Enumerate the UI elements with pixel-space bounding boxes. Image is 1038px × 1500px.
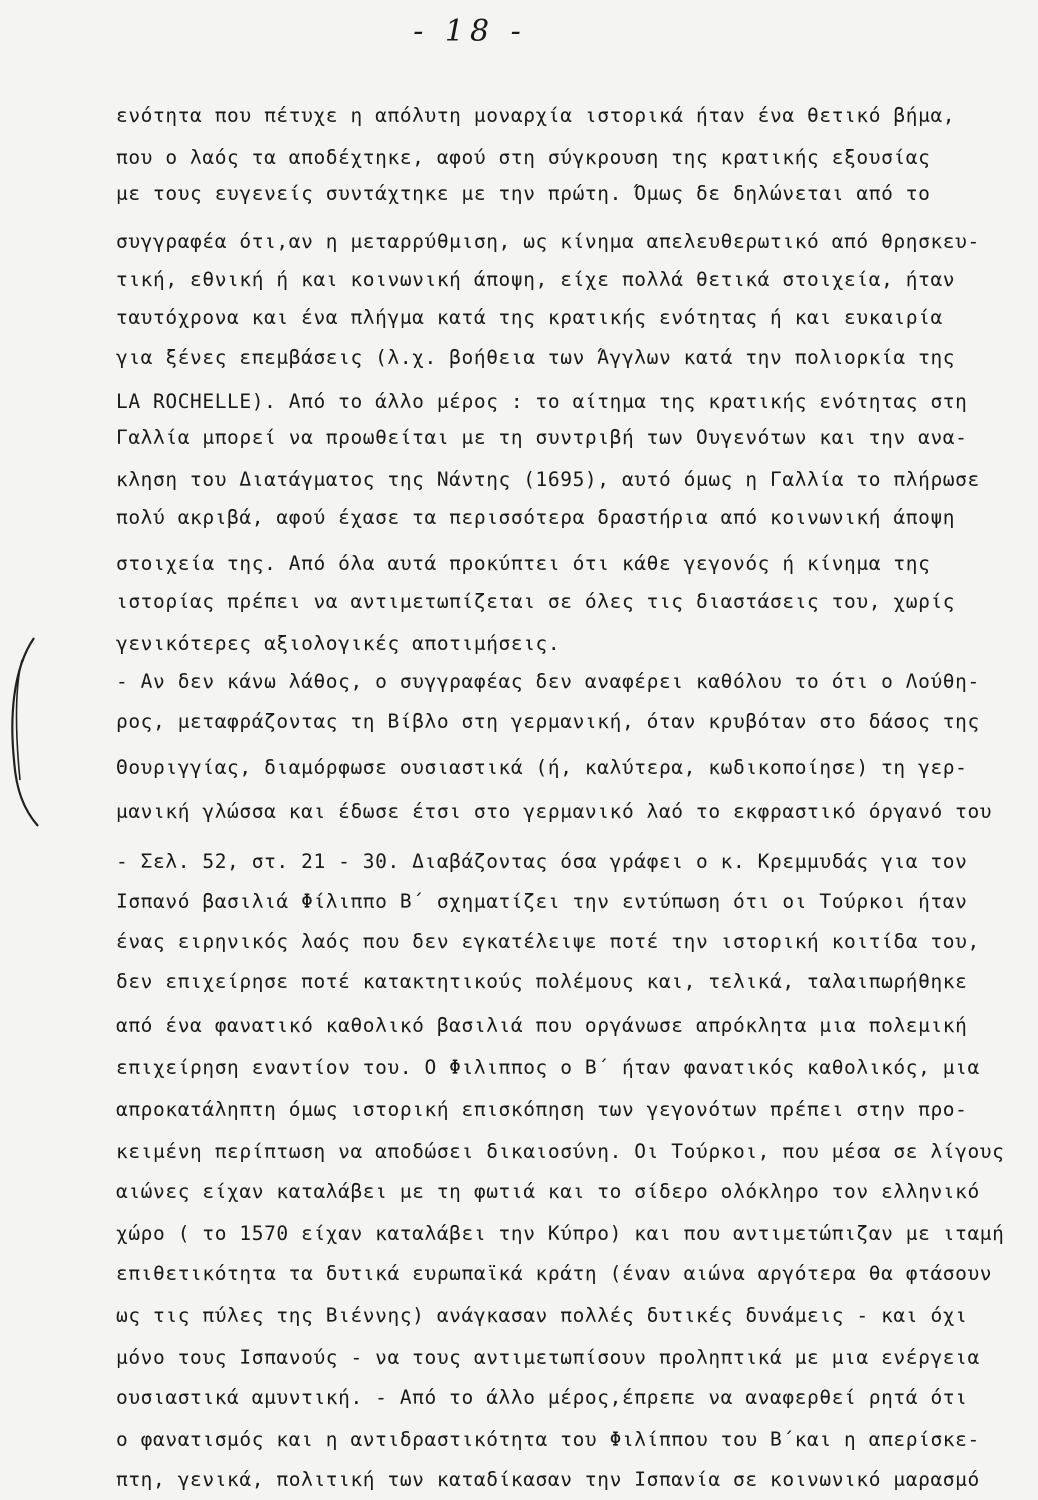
text-line: επιθετικότητα τα δυτικά ευρωπαϊκά κράτη (έναν αιώνα αργότερα θα φτάσουν	[116, 1262, 993, 1285]
text-line: πτη, γενικά, πολιτική των καταδίκασαν την Ισπανία σε κοινωνικό μαρασμό	[116, 1468, 980, 1491]
text-line: LA ROCHELLE). Από το άλλο μέρος : το αίτημα της κρατικής ενότητας στη	[116, 390, 968, 413]
text-line: μανική γλώσσα και έδωσε έτσι στο γερμανικό λαό το εκφραστικό όργανό του	[116, 800, 993, 823]
text-line: ιστορίας πρέπει να αντιμετωπίζεται σε όλες τις διαστάσεις του, χωρίς	[116, 590, 956, 613]
text-line: μόνο τους Ισπανούς - να τους αντιμετωπίσουν προληπτικά με μια ενέργεια	[116, 1346, 980, 1369]
text-line: χώρο ( το 1570 είχαν καταλάβει την Κύπρο) και που αντιμετώπιζαν με ιταμή	[116, 1222, 1005, 1245]
text-line: Γαλλία μπορεί να προωθείται με τη συντριβή των Ουγενότων και την ανα-	[116, 426, 968, 449]
margin-bracket-mark	[2, 630, 42, 830]
text-line: - Αν δεν κάνω λάθος, ο συγγραφέας δεν αναφέρει καθόλου το ότι ο Λούθη-	[116, 670, 980, 693]
text-line: κειμένη περίπτωση να αποδώσει δικαιοσύνη. Οι Τούρκοι, που μέσα σε λίγους	[116, 1140, 1005, 1163]
text-line: επιχείρηση εναντίον του. Ο Φιλιππος ο Β΄ ήταν φανατικός καθολικός, μια	[116, 1056, 980, 1079]
text-line: πολύ ακριβά, αφού έχασε τα περισσότερα δραστήρια από κοινωνική άποψη	[116, 506, 956, 529]
text-line: στοιχεία της. Από όλα αυτά προκύπτει ότι κάθε γεγονός ή κίνημα της	[116, 552, 931, 575]
text-line: Ισπανό βασιλιά Φίλιππο Β΄ σχηματίζει την εντύπωση ότι οι Τούρκοι ήταν	[116, 890, 968, 913]
text-line: απροκατάληπτη όμως ιστορική επισκόπηση των γεγονότων πρέπει στην προ-	[116, 1098, 968, 1121]
text-line: ουσιαστικά αμυντική. - Από το άλλο μέρος,έπρεπε να αναφερθεί ρητά ότι	[116, 1386, 968, 1409]
text-line: αιώνες είχαν καταλάβει με τη φωτιά και το σίδερο ολόκληρο τον ελληνικό	[116, 1180, 980, 1203]
text-line: ταυτόχρονα και ένα πλήγμα κατά της κρατικής ενότητας ή και ευκαιρία	[116, 306, 943, 329]
text-line: ρος, μεταφράζοντας τη Βίβλο στη γερμανική, όταν κρυβόταν στο δάσος της	[116, 710, 980, 733]
text-line: ένας ειρηνικός λαός που δεν εγκατέλειψε ποτέ την ιστορική κοιτίδα του,	[116, 930, 980, 953]
text-line: ενότητα που πέτυχε η απόλυτη μοναρχία ιστορικά ήταν ένα θετικό βήμα,	[116, 104, 956, 127]
text-line: - Σελ. 52, στ. 21 - 30. Διαβάζοντας όσα γράφει ο κ. Κρεμμυδάς για τον	[116, 850, 968, 873]
text-line: γενικότερες αξιολογικές αποτιμήσεις.	[116, 632, 561, 655]
text-line: που ο λαός τα αποδέχτηκε, αφού στη σύγκρουση της κρατικής εξουσίας	[116, 146, 931, 169]
text-line: ως τις πύλες της Βιέννης) ανάγκασαν πολλές δυτικές δυνάμεις - και όχι	[116, 1304, 968, 1327]
text-line: ο φανατισμός και η αντιδραστικότητα του Φιλίππου του Β΄και η απερίσκε-	[116, 1428, 980, 1451]
page-number: - 18 -	[413, 14, 527, 49]
text-line: κληση του Διατάγματος της Νάντης (1695), αυτό όμως η Γαλλία το πλήρωσε	[116, 468, 980, 491]
text-line: με τους ευγενείς συντάχτηκε με την πρώτη. Όμως δε δηλώνεται από το	[116, 182, 931, 205]
text-line: Θουριγγίας, διαμόρφωσε ουσιαστικά (ή, καλύτερα, κωδικοποίησε) τη γερ-	[116, 756, 968, 779]
text-line: για ξένες επεμβάσεις (λ.χ. βοήθεια των Άγγλων κατά την πολιορκία της	[116, 346, 956, 369]
text-line: τική, εθνική ή και κοινωνική άποψη, είχε πολλά θετικά στοιχεία, ήταν	[116, 268, 956, 291]
text-line: από ένα φανατικό καθολικό βασιλιά που οργάνωσε απρόκλητα μια πολεμική	[116, 1014, 968, 1037]
text-line: δεν επιχείρησε ποτέ κατακτητικούς πολέμους και, τελικά, ταλαιπωρήθηκε	[116, 970, 968, 993]
text-line: συγγραφέα ότι,αν η μεταρρύθμιση, ως κίνημα απελευθερωτικό από θρησκευ-	[116, 230, 980, 253]
